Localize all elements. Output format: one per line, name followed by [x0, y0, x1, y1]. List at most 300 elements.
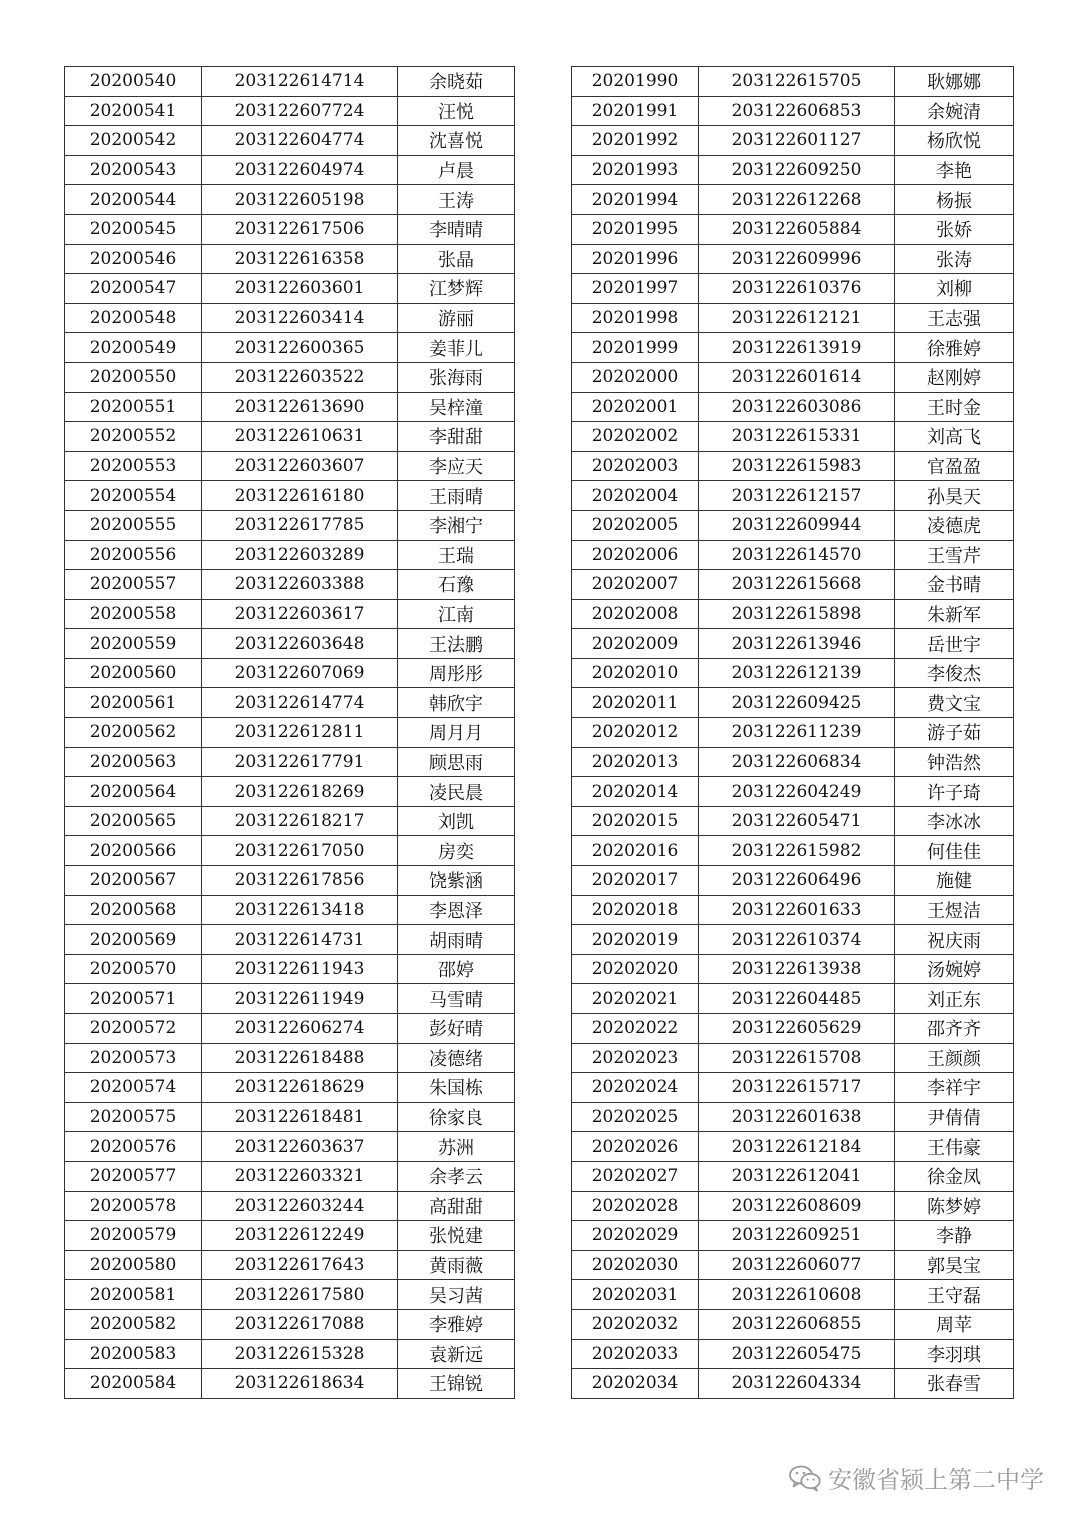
table-row [65, 747, 515, 777]
record-number-cell: 20201991 [572, 96, 699, 126]
table-row [572, 422, 1014, 452]
record-number-cell: 20200552 [65, 422, 202, 452]
record-number-cell: 20200545 [65, 214, 202, 244]
student-name-cell: 张海雨 [398, 362, 515, 392]
record-number-cell: 20202011 [572, 688, 699, 718]
student-name-cell: 刘高飞 [895, 422, 1014, 452]
student-name-cell: 王颜颜 [895, 1043, 1014, 1073]
table-row [65, 185, 515, 215]
table-row [572, 658, 1014, 688]
table-row [572, 214, 1014, 244]
student-name-cell: 王守磊 [895, 1280, 1014, 1310]
student-name-cell: 高甜甜 [398, 1191, 515, 1221]
record-number-cell: 20202018 [572, 895, 699, 925]
candidate-id-cell: 203122618629 [202, 1073, 398, 1103]
record-number-cell: 20202007 [572, 570, 699, 600]
candidate-id-cell: 203122610374 [699, 925, 895, 955]
record-number-cell: 20202005 [572, 510, 699, 540]
table-row [572, 96, 1014, 126]
student-name-cell: 顾思雨 [398, 747, 515, 777]
table-row [572, 1369, 1014, 1399]
record-number-cell: 20200571 [65, 984, 202, 1014]
student-name-cell: 王雪芹 [895, 540, 1014, 570]
candidate-id-cell: 203122603522 [202, 362, 398, 392]
record-number-cell: 20201992 [572, 126, 699, 156]
candidate-id-cell: 203122615708 [699, 1043, 895, 1073]
record-number-cell: 20202031 [572, 1280, 699, 1310]
table-row [65, 954, 515, 984]
record-number-cell: 20200579 [65, 1221, 202, 1251]
record-number-cell: 20202034 [572, 1369, 699, 1399]
candidate-id-cell: 203122615898 [699, 599, 895, 629]
record-number-cell: 20202028 [572, 1191, 699, 1221]
record-number-cell: 20202002 [572, 422, 699, 452]
candidate-id-cell: 203122612811 [202, 718, 398, 748]
record-number-cell: 20200583 [65, 1339, 202, 1369]
record-number-cell: 20200582 [65, 1309, 202, 1339]
right-roster-table [571, 66, 1014, 1399]
student-name-cell: 石豫 [398, 570, 515, 600]
table-row [65, 925, 515, 955]
record-number-cell: 20200553 [65, 451, 202, 481]
table-row [572, 1250, 1014, 1280]
student-name-cell: 游子茹 [895, 718, 1014, 748]
record-number-cell: 20201999 [572, 333, 699, 363]
table-row [65, 214, 515, 244]
table-row [572, 392, 1014, 422]
left-roster-body [65, 67, 515, 1399]
record-number-cell: 20200548 [65, 303, 202, 333]
candidate-id-cell: 203122603244 [202, 1191, 398, 1221]
student-name-cell: 房奕 [398, 836, 515, 866]
table-row [572, 984, 1014, 1014]
student-name-cell: 王锦锐 [398, 1369, 515, 1399]
candidate-id-cell: 203122604249 [699, 777, 895, 807]
table-row [572, 718, 1014, 748]
table-row [572, 185, 1014, 215]
left-roster-table [64, 66, 515, 1399]
record-number-cell: 20202032 [572, 1309, 699, 1339]
candidate-id-cell: 203122615717 [699, 1073, 895, 1103]
student-name-cell: 刘正东 [895, 984, 1014, 1014]
candidate-id-cell: 203122616180 [202, 481, 398, 511]
student-name-cell: 吴习茜 [398, 1280, 515, 1310]
student-name-cell: 金书晴 [895, 570, 1014, 600]
record-number-cell: 20200557 [65, 570, 202, 600]
student-name-cell: 余晓茹 [398, 67, 515, 97]
student-name-cell: 王时金 [895, 392, 1014, 422]
student-name-cell: 李羽琪 [895, 1339, 1014, 1369]
table-row [65, 806, 515, 836]
table-row [65, 1339, 515, 1369]
record-number-cell: 20200577 [65, 1161, 202, 1191]
record-number-cell: 20200575 [65, 1102, 202, 1132]
candidate-id-cell: 203122615705 [699, 67, 895, 97]
record-number-cell: 20200567 [65, 866, 202, 896]
table-row [65, 866, 515, 896]
candidate-id-cell: 203122605198 [202, 185, 398, 215]
table-row [572, 895, 1014, 925]
candidate-id-cell: 203122617643 [202, 1250, 398, 1280]
table-row [65, 540, 515, 570]
table-row [65, 1161, 515, 1191]
table-row [572, 954, 1014, 984]
candidate-id-cell: 203122611239 [699, 718, 895, 748]
record-number-cell: 20200543 [65, 155, 202, 185]
candidate-id-cell: 203122603289 [202, 540, 398, 570]
candidate-id-cell: 203122606853 [699, 96, 895, 126]
candidate-id-cell: 203122611943 [202, 954, 398, 984]
table-row [572, 67, 1014, 97]
candidate-id-cell: 203122612139 [699, 658, 895, 688]
student-name-cell: 王煜洁 [895, 895, 1014, 925]
student-name-cell: 朱新军 [895, 599, 1014, 629]
student-name-cell: 李静 [895, 1221, 1014, 1251]
table-row [65, 303, 515, 333]
table-row [572, 1073, 1014, 1103]
record-number-cell: 20202000 [572, 362, 699, 392]
candidate-id-cell: 203122618269 [202, 777, 398, 807]
student-name-cell: 江南 [398, 599, 515, 629]
student-name-cell: 张悦建 [398, 1221, 515, 1251]
candidate-id-cell: 203122615331 [699, 422, 895, 452]
table-row [65, 1221, 515, 1251]
record-number-cell: 20200554 [65, 481, 202, 511]
candidate-id-cell: 203122611949 [202, 984, 398, 1014]
record-number-cell: 20200573 [65, 1043, 202, 1073]
student-name-cell: 李俊杰 [895, 658, 1014, 688]
record-number-cell: 20202016 [572, 836, 699, 866]
table-row [572, 1280, 1014, 1310]
candidate-id-cell: 203122612249 [202, 1221, 398, 1251]
table-row [572, 333, 1014, 363]
student-name-cell: 胡雨晴 [398, 925, 515, 955]
table-row [572, 1339, 1014, 1369]
record-number-cell: 20200569 [65, 925, 202, 955]
record-number-cell: 20201994 [572, 185, 699, 215]
table-row [572, 155, 1014, 185]
table-row [572, 510, 1014, 540]
table-row [65, 1014, 515, 1044]
candidate-id-cell: 203122614731 [202, 925, 398, 955]
table-row [65, 1073, 515, 1103]
student-name-cell: 祝庆雨 [895, 925, 1014, 955]
candidate-id-cell: 203122618634 [202, 1369, 398, 1399]
table-row [65, 362, 515, 392]
candidate-id-cell: 203122617088 [202, 1309, 398, 1339]
student-name-cell: 李湘宁 [398, 510, 515, 540]
table-row [65, 599, 515, 629]
record-number-cell: 20200556 [65, 540, 202, 570]
watermark-text: 安徽省颍上第二中学 [828, 1466, 1044, 1494]
candidate-id-cell: 203122615983 [699, 451, 895, 481]
record-number-cell: 20202026 [572, 1132, 699, 1162]
record-number-cell: 20200558 [65, 599, 202, 629]
student-name-cell: 赵刚婷 [895, 362, 1014, 392]
record-number-cell: 20200555 [65, 510, 202, 540]
record-number-cell: 20202030 [572, 1250, 699, 1280]
candidate-id-cell: 203122603321 [202, 1161, 398, 1191]
table-row [572, 747, 1014, 777]
student-name-cell: 周苹 [895, 1309, 1014, 1339]
table-row [65, 1280, 515, 1310]
student-name-cell: 张春雪 [895, 1369, 1014, 1399]
candidate-id-cell: 203122606855 [699, 1309, 895, 1339]
student-name-cell: 凌德绪 [398, 1043, 515, 1073]
candidate-id-cell: 203122617506 [202, 214, 398, 244]
table-row [572, 1043, 1014, 1073]
student-name-cell: 韩欣宇 [398, 688, 515, 718]
table-row [572, 836, 1014, 866]
student-name-cell: 吴梓潼 [398, 392, 515, 422]
table-row [572, 1161, 1014, 1191]
table-row [65, 1250, 515, 1280]
record-number-cell: 20201997 [572, 274, 699, 304]
record-number-cell: 20202014 [572, 777, 699, 807]
student-name-cell: 王雨晴 [398, 481, 515, 511]
record-number-cell: 20202029 [572, 1221, 699, 1251]
record-number-cell: 20201998 [572, 303, 699, 333]
student-name-cell: 卢晨 [398, 155, 515, 185]
table-row [65, 1043, 515, 1073]
table-row [65, 67, 515, 97]
student-name-cell: 郭昊宝 [895, 1250, 1014, 1280]
table-row [572, 1309, 1014, 1339]
record-number-cell: 20202006 [572, 540, 699, 570]
student-name-cell: 余孝云 [398, 1161, 515, 1191]
student-name-cell: 王伟豪 [895, 1132, 1014, 1162]
candidate-id-cell: 203122604334 [699, 1369, 895, 1399]
watermark [788, 1460, 1044, 1495]
candidate-id-cell: 203122618481 [202, 1102, 398, 1132]
student-name-cell: 耿娜娜 [895, 67, 1014, 97]
student-name-cell: 王法鹏 [398, 629, 515, 659]
candidate-id-cell: 203122603607 [202, 451, 398, 481]
student-name-cell: 张晶 [398, 244, 515, 274]
record-number-cell: 20202020 [572, 954, 699, 984]
student-name-cell: 尹倩倩 [895, 1102, 1014, 1132]
student-name-cell: 施健 [895, 866, 1014, 896]
table-row [65, 244, 515, 274]
student-name-cell: 王瑞 [398, 540, 515, 570]
student-name-cell: 饶紫涵 [398, 866, 515, 896]
record-number-cell: 20200572 [65, 1014, 202, 1044]
student-name-cell: 苏洲 [398, 1132, 515, 1162]
record-number-cell: 20200564 [65, 777, 202, 807]
student-name-cell: 袁新远 [398, 1339, 515, 1369]
table-row [65, 451, 515, 481]
candidate-id-cell: 203122609250 [699, 155, 895, 185]
candidate-id-cell: 203122617791 [202, 747, 398, 777]
table-row [572, 451, 1014, 481]
table-row [65, 629, 515, 659]
record-number-cell: 20201993 [572, 155, 699, 185]
student-name-cell: 凌德虎 [895, 510, 1014, 540]
table-row [572, 1221, 1014, 1251]
candidate-id-cell: 203122613418 [202, 895, 398, 925]
table-row [572, 866, 1014, 896]
table-row [65, 1369, 515, 1399]
candidate-id-cell: 203122612268 [699, 185, 895, 215]
record-number-cell: 20202033 [572, 1339, 699, 1369]
candidate-id-cell: 203122613938 [699, 954, 895, 984]
candidate-id-cell: 203122603648 [202, 629, 398, 659]
candidate-id-cell: 203122601638 [699, 1102, 895, 1132]
table-row [572, 777, 1014, 807]
candidate-id-cell: 203122617785 [202, 510, 398, 540]
student-name-cell: 徐雅婷 [895, 333, 1014, 363]
student-name-cell: 官盈盈 [895, 451, 1014, 481]
student-name-cell: 陈梦婷 [895, 1191, 1014, 1221]
student-name-cell: 孙昊天 [895, 481, 1014, 511]
right-roster-body [572, 67, 1014, 1399]
student-name-cell: 李雅婷 [398, 1309, 515, 1339]
record-number-cell: 20200544 [65, 185, 202, 215]
candidate-id-cell: 203122617856 [202, 866, 398, 896]
record-number-cell: 20200576 [65, 1132, 202, 1162]
student-name-cell: 汤婉婷 [895, 954, 1014, 984]
student-name-cell: 杨欣悦 [895, 126, 1014, 156]
student-name-cell: 李恩泽 [398, 895, 515, 925]
table-row [65, 1309, 515, 1339]
candidate-id-cell: 203122610608 [699, 1280, 895, 1310]
table-row [65, 718, 515, 748]
student-name-cell: 游丽 [398, 303, 515, 333]
table-row [65, 96, 515, 126]
record-number-cell: 20200581 [65, 1280, 202, 1310]
candidate-id-cell: 203122614714 [202, 67, 398, 97]
record-number-cell: 20200561 [65, 688, 202, 718]
candidate-id-cell: 203122609251 [699, 1221, 895, 1251]
candidate-id-cell: 203122608609 [699, 1191, 895, 1221]
student-name-cell: 姜菲儿 [398, 333, 515, 363]
record-number-cell: 20200547 [65, 274, 202, 304]
table-row [65, 481, 515, 511]
candidate-id-cell: 203122605475 [699, 1339, 895, 1369]
record-number-cell: 20200568 [65, 895, 202, 925]
record-number-cell: 20202019 [572, 925, 699, 955]
table-row [65, 777, 515, 807]
table-row [65, 688, 515, 718]
table-row [572, 570, 1014, 600]
record-number-cell: 20202001 [572, 392, 699, 422]
candidate-id-cell: 203122603388 [202, 570, 398, 600]
candidate-id-cell: 203122600365 [202, 333, 398, 363]
candidate-id-cell: 203122604485 [699, 984, 895, 1014]
candidate-id-cell: 203122606077 [699, 1250, 895, 1280]
candidate-id-cell: 203122609425 [699, 688, 895, 718]
candidate-id-cell: 203122612121 [699, 303, 895, 333]
record-number-cell: 20200580 [65, 1250, 202, 1280]
student-name-cell: 杨振 [895, 185, 1014, 215]
student-name-cell: 李应天 [398, 451, 515, 481]
record-number-cell: 20200565 [65, 806, 202, 836]
table-row [572, 303, 1014, 333]
record-number-cell: 20202021 [572, 984, 699, 1014]
candidate-id-cell: 203122615982 [699, 836, 895, 866]
record-number-cell: 20202027 [572, 1161, 699, 1191]
record-number-cell: 20200560 [65, 658, 202, 688]
candidate-id-cell: 203122603637 [202, 1132, 398, 1162]
candidate-id-cell: 203122614774 [202, 688, 398, 718]
candidate-id-cell: 203122603601 [202, 274, 398, 304]
table-row [572, 1014, 1014, 1044]
record-number-cell: 20202013 [572, 747, 699, 777]
record-number-cell: 20200541 [65, 96, 202, 126]
record-number-cell: 20200549 [65, 333, 202, 363]
table-row [65, 570, 515, 600]
record-number-cell: 20200578 [65, 1191, 202, 1221]
student-name-cell: 凌民晨 [398, 777, 515, 807]
candidate-id-cell: 203122612041 [699, 1161, 895, 1191]
student-name-cell: 彭好晴 [398, 1014, 515, 1044]
record-number-cell: 20200574 [65, 1073, 202, 1103]
student-name-cell: 邵齐齐 [895, 1014, 1014, 1044]
candidate-id-cell: 203122607724 [202, 96, 398, 126]
candidate-id-cell: 203122601127 [699, 126, 895, 156]
table-row [572, 688, 1014, 718]
record-number-cell: 20202024 [572, 1073, 699, 1103]
candidate-id-cell: 203122618488 [202, 1043, 398, 1073]
candidate-id-cell: 203122606274 [202, 1014, 398, 1044]
table-row [65, 422, 515, 452]
record-number-cell: 20201996 [572, 244, 699, 274]
record-number-cell: 20200550 [65, 362, 202, 392]
candidate-id-cell: 203122613690 [202, 392, 398, 422]
record-number-cell: 20202017 [572, 866, 699, 896]
candidate-id-cell: 203122612157 [699, 481, 895, 511]
candidate-id-cell: 203122610631 [202, 422, 398, 452]
student-name-cell: 王涛 [398, 185, 515, 215]
record-number-cell: 20200563 [65, 747, 202, 777]
table-row [65, 155, 515, 185]
student-name-cell: 李冰冰 [895, 806, 1014, 836]
student-name-cell: 沈喜悦 [398, 126, 515, 156]
candidate-id-cell: 203122615328 [202, 1339, 398, 1369]
candidate-id-cell: 203122604974 [202, 155, 398, 185]
student-name-cell: 黄雨薇 [398, 1250, 515, 1280]
student-name-cell: 何佳佳 [895, 836, 1014, 866]
record-number-cell: 20202022 [572, 1014, 699, 1044]
candidate-id-cell: 203122607069 [202, 658, 398, 688]
record-number-cell: 20200584 [65, 1369, 202, 1399]
candidate-id-cell: 203122603617 [202, 599, 398, 629]
record-number-cell: 20200551 [65, 392, 202, 422]
table-row [572, 599, 1014, 629]
record-number-cell: 20200542 [65, 126, 202, 156]
student-name-cell: 徐金凤 [895, 1161, 1014, 1191]
candidate-id-cell: 203122606496 [699, 866, 895, 896]
table-row [572, 806, 1014, 836]
student-name-cell: 徐家良 [398, 1102, 515, 1132]
student-name-cell: 汪悦 [398, 96, 515, 126]
table-row [65, 274, 515, 304]
candidate-id-cell: 203122606834 [699, 747, 895, 777]
table-row [572, 274, 1014, 304]
table-row [65, 392, 515, 422]
candidate-id-cell: 203122603086 [699, 392, 895, 422]
record-number-cell: 20202015 [572, 806, 699, 836]
table-row [65, 1102, 515, 1132]
student-name-cell: 李甜甜 [398, 422, 515, 452]
record-number-cell: 20202004 [572, 481, 699, 511]
record-number-cell: 20200562 [65, 718, 202, 748]
student-name-cell: 周月月 [398, 718, 515, 748]
student-name-cell: 刘柳 [895, 274, 1014, 304]
table-row [572, 244, 1014, 274]
table-row [65, 333, 515, 363]
student-name-cell: 朱国栋 [398, 1073, 515, 1103]
